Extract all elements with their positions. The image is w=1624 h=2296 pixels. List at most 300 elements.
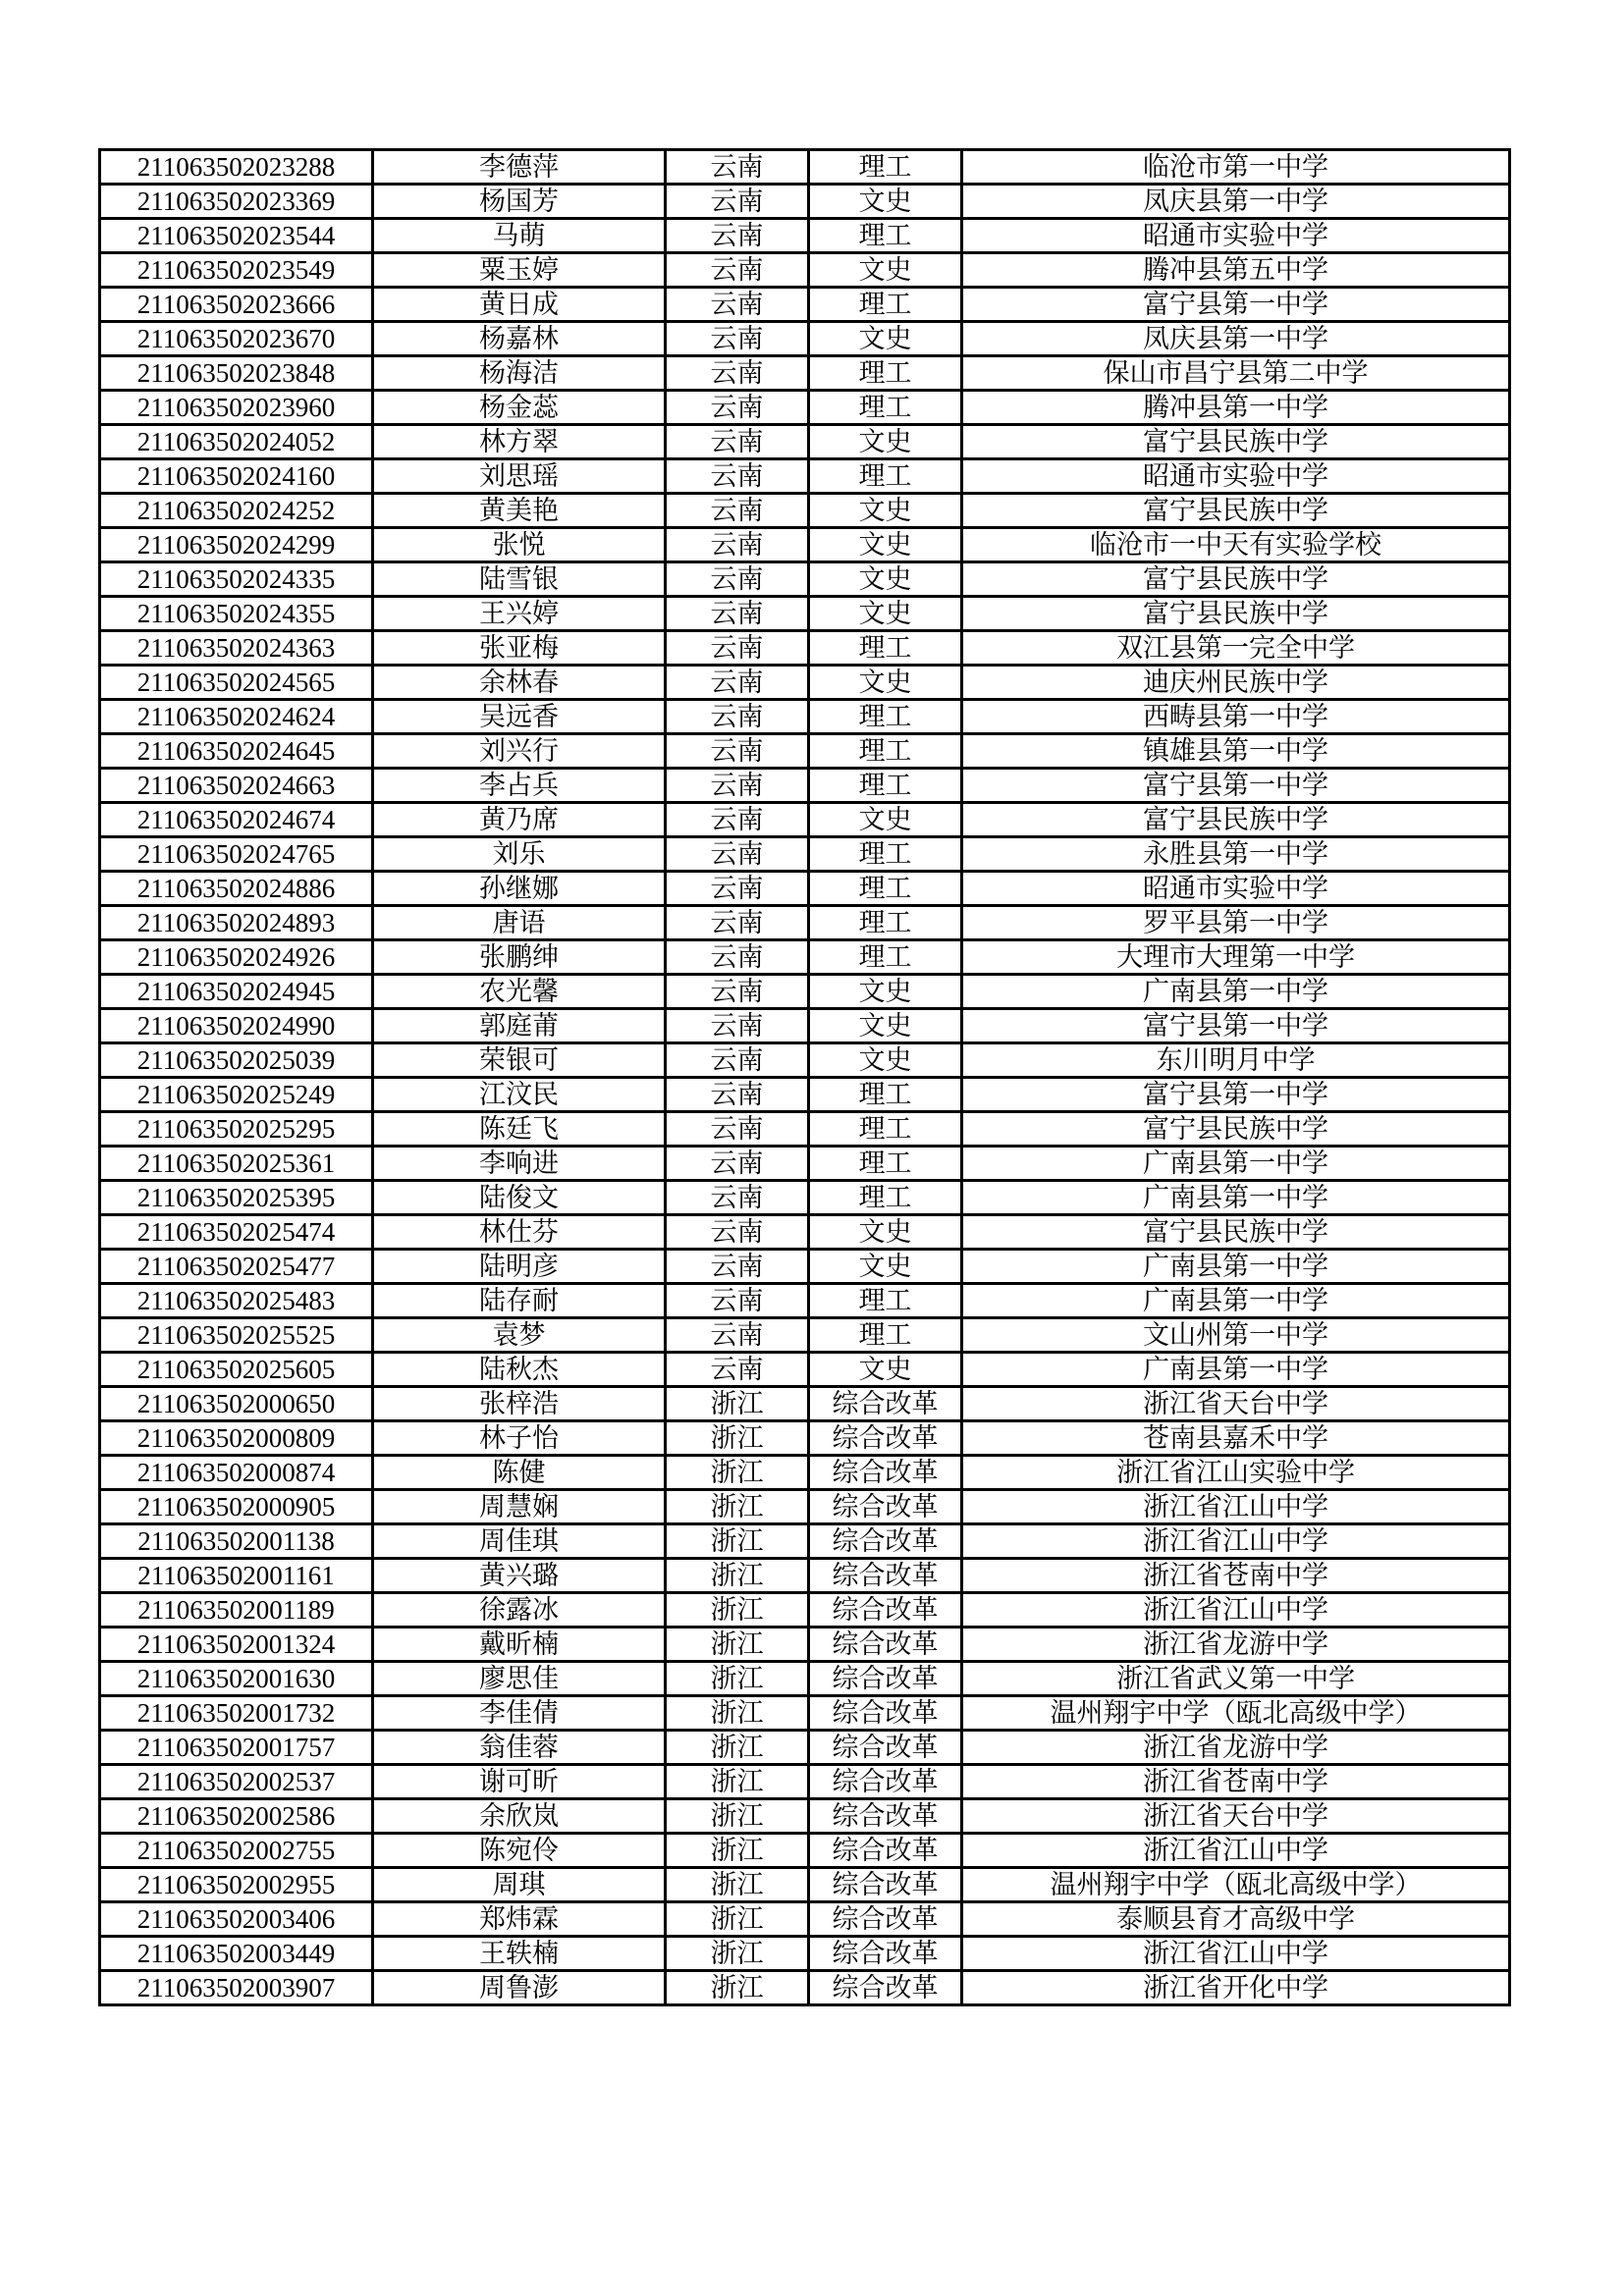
- school-cell: 双江县第一完全中学: [962, 631, 1510, 666]
- student-name-cell: 廖思佳: [373, 1662, 666, 1696]
- category-cell: 理工: [809, 150, 962, 185]
- student-name-cell: 刘兴行: [373, 734, 666, 769]
- province-cell: 云南: [666, 734, 809, 769]
- province-cell: 云南: [666, 975, 809, 1009]
- province-cell: 浙江: [666, 1628, 809, 1662]
- category-cell: 文史: [809, 528, 962, 562]
- student-name-cell: 粟玉婷: [373, 253, 666, 288]
- school-cell: 凤庆县第一中学: [962, 322, 1510, 356]
- student-name-cell: 杨国芳: [373, 185, 666, 219]
- student-name-cell: 李响进: [373, 1147, 666, 1181]
- school-cell: 广南县第一中学: [962, 1250, 1510, 1284]
- candidate-number-cell: 211063502000874: [100, 1456, 373, 1490]
- table-row: [100, 666, 1510, 700]
- table-row: [100, 1181, 1510, 1215]
- student-name-cell: 余欣岚: [373, 1799, 666, 1834]
- candidate-number-cell: 211063502025295: [100, 1112, 373, 1147]
- table-row: [100, 734, 1510, 769]
- school-cell: 大理市大理第一中学: [962, 940, 1510, 975]
- table-body: [100, 150, 1510, 2005]
- student-name-cell: 张亚梅: [373, 631, 666, 666]
- category-cell: 文史: [809, 803, 962, 837]
- province-cell: 云南: [666, 322, 809, 356]
- province-cell: 云南: [666, 700, 809, 734]
- province-cell: 浙江: [666, 1387, 809, 1421]
- candidate-number-cell: 211063502003907: [100, 1971, 373, 2005]
- student-name-cell: 荣银可: [373, 1043, 666, 1078]
- table-row: [100, 1559, 1510, 1593]
- province-cell: 云南: [666, 1078, 809, 1112]
- table-row: [100, 1353, 1510, 1387]
- province-cell: 云南: [666, 837, 809, 872]
- province-cell: 云南: [666, 1318, 809, 1353]
- student-name-cell: 杨金蕊: [373, 391, 666, 425]
- province-cell: 云南: [666, 219, 809, 253]
- table-row: [100, 288, 1510, 322]
- category-cell: 综合改革: [809, 1662, 962, 1696]
- student-name-cell: 徐露冰: [373, 1593, 666, 1628]
- category-cell: 综合改革: [809, 1593, 962, 1628]
- province-cell: 云南: [666, 872, 809, 906]
- category-cell: 综合改革: [809, 1559, 962, 1593]
- province-cell: 云南: [666, 528, 809, 562]
- province-cell: 云南: [666, 631, 809, 666]
- school-cell: 迪庆州民族中学: [962, 666, 1510, 700]
- table-row: [100, 1112, 1510, 1147]
- school-cell: 浙江省江山实验中学: [962, 1456, 1510, 1490]
- category-cell: 理工: [809, 219, 962, 253]
- candidate-number-cell: 211063502024565: [100, 666, 373, 700]
- candidate-number-cell: 211063502001138: [100, 1524, 373, 1559]
- student-name-cell: 翁佳蓉: [373, 1731, 666, 1765]
- category-cell: 文史: [809, 597, 962, 631]
- school-cell: 富宁县民族中学: [962, 425, 1510, 459]
- school-cell: 腾冲县第五中学: [962, 253, 1510, 288]
- table-row: [100, 1902, 1510, 1937]
- table-row: [100, 1593, 1510, 1628]
- category-cell: 理工: [809, 1112, 962, 1147]
- table-row: [100, 700, 1510, 734]
- category-cell: 文史: [809, 1043, 962, 1078]
- category-cell: 文史: [809, 562, 962, 597]
- student-name-cell: 孙继娜: [373, 872, 666, 906]
- student-name-cell: 王兴婷: [373, 597, 666, 631]
- candidate-number-cell: 211063502025249: [100, 1078, 373, 1112]
- category-cell: 综合改革: [809, 1490, 962, 1524]
- school-cell: 昭通市实验中学: [962, 459, 1510, 494]
- school-cell: 保山市昌宁县第二中学: [962, 356, 1510, 391]
- school-cell: 广南县第一中学: [962, 1284, 1510, 1318]
- candidate-number-cell: 211063502025525: [100, 1318, 373, 1353]
- student-name-cell: 张梓浩: [373, 1387, 666, 1421]
- province-cell: 浙江: [666, 1902, 809, 1937]
- province-cell: 云南: [666, 666, 809, 700]
- table-row: [100, 1387, 1510, 1421]
- table-row: [100, 1731, 1510, 1765]
- province-cell: 云南: [666, 1353, 809, 1387]
- province-cell: 云南: [666, 769, 809, 803]
- school-cell: 浙江省江山中学: [962, 1490, 1510, 1524]
- category-cell: 文史: [809, 253, 962, 288]
- student-name-cell: 黄乃席: [373, 803, 666, 837]
- student-name-cell: 陆俊文: [373, 1181, 666, 1215]
- student-name-cell: 陆存耐: [373, 1284, 666, 1318]
- province-cell: 浙江: [666, 1834, 809, 1868]
- category-cell: 理工: [809, 837, 962, 872]
- province-cell: 云南: [666, 940, 809, 975]
- candidate-number-cell: 211063502002586: [100, 1799, 373, 1834]
- student-name-cell: 周佳琪: [373, 1524, 666, 1559]
- student-name-cell: 郑炜霖: [373, 1902, 666, 1937]
- student-name-cell: 余林春: [373, 666, 666, 700]
- school-cell: 温州翔宇中学（瓯北高级中学）: [962, 1696, 1510, 1731]
- candidate-number-cell: 211063502003449: [100, 1937, 373, 1971]
- candidate-number-cell: 211063502003406: [100, 1902, 373, 1937]
- table-row: [100, 1250, 1510, 1284]
- school-cell: 富宁县民族中学: [962, 597, 1510, 631]
- province-cell: 云南: [666, 803, 809, 837]
- table-row: [100, 1147, 1510, 1181]
- category-cell: 文史: [809, 494, 962, 528]
- student-name-cell: 李占兵: [373, 769, 666, 803]
- candidate-number-cell: 211063502024893: [100, 906, 373, 940]
- table-row: [100, 494, 1510, 528]
- category-cell: 文史: [809, 1250, 962, 1284]
- school-cell: 富宁县民族中学: [962, 562, 1510, 597]
- student-name-cell: 刘乐: [373, 837, 666, 872]
- school-cell: 永胜县第一中学: [962, 837, 1510, 872]
- candidate-number-cell: 211063502024052: [100, 425, 373, 459]
- school-cell: 浙江省江山中学: [962, 1593, 1510, 1628]
- province-cell: 云南: [666, 391, 809, 425]
- province-cell: 云南: [666, 494, 809, 528]
- table-row: [100, 631, 1510, 666]
- student-name-cell: 马萌: [373, 219, 666, 253]
- candidate-number-cell: 211063502024252: [100, 494, 373, 528]
- candidate-number-cell: 211063502023288: [100, 150, 373, 185]
- table-row: [100, 597, 1510, 631]
- candidate-number-cell: 211063502025039: [100, 1043, 373, 1078]
- province-cell: 浙江: [666, 1971, 809, 2005]
- category-cell: 理工: [809, 906, 962, 940]
- candidate-number-cell: 211063502025474: [100, 1215, 373, 1250]
- student-name-cell: 江汶民: [373, 1078, 666, 1112]
- province-cell: 云南: [666, 1043, 809, 1078]
- table-row: [100, 1696, 1510, 1731]
- candidate-number-cell: 211063502001757: [100, 1731, 373, 1765]
- province-cell: 云南: [666, 253, 809, 288]
- student-name-cell: 林子怡: [373, 1421, 666, 1456]
- school-cell: 富宁县民族中学: [962, 803, 1510, 837]
- table-row: [100, 940, 1510, 975]
- table-row: [100, 1009, 1510, 1043]
- category-cell: 文史: [809, 1009, 962, 1043]
- school-cell: 浙江省江山中学: [962, 1937, 1510, 1971]
- student-name-cell: 李佳倩: [373, 1696, 666, 1731]
- province-cell: 浙江: [666, 1765, 809, 1799]
- table-row: [100, 219, 1510, 253]
- candidate-number-cell: 211063502023369: [100, 185, 373, 219]
- student-name-cell: 黄美艳: [373, 494, 666, 528]
- table-row: [100, 150, 1510, 185]
- school-cell: 富宁县民族中学: [962, 1112, 1510, 1147]
- category-cell: 综合改革: [809, 1421, 962, 1456]
- table-row: [100, 1043, 1510, 1078]
- table-row: [100, 528, 1510, 562]
- student-name-cell: 唐语: [373, 906, 666, 940]
- province-cell: 云南: [666, 425, 809, 459]
- candidate-number-cell: 211063502001324: [100, 1628, 373, 1662]
- candidate-number-cell: 211063502025395: [100, 1181, 373, 1215]
- school-cell: 东川明月中学: [962, 1043, 1510, 1078]
- student-name-cell: 黄日成: [373, 288, 666, 322]
- student-name-cell: 李德萍: [373, 150, 666, 185]
- province-cell: 浙江: [666, 1593, 809, 1628]
- table-row: [100, 1078, 1510, 1112]
- school-cell: 临沧市一中天有实验学校: [962, 528, 1510, 562]
- school-cell: 浙江省龙游中学: [962, 1628, 1510, 1662]
- candidate-number-cell: 211063502023960: [100, 391, 373, 425]
- category-cell: 理工: [809, 288, 962, 322]
- category-cell: 综合改革: [809, 1971, 962, 2005]
- school-cell: 腾冲县第一中学: [962, 391, 1510, 425]
- candidate-number-cell: 211063502025477: [100, 1250, 373, 1284]
- school-cell: 浙江省天台中学: [962, 1799, 1510, 1834]
- candidate-number-cell: 211063502024886: [100, 872, 373, 906]
- category-cell: 文史: [809, 425, 962, 459]
- province-cell: 浙江: [666, 1696, 809, 1731]
- category-cell: 理工: [809, 391, 962, 425]
- student-name-cell: 陈健: [373, 1456, 666, 1490]
- student-name-cell: 周鲁澎: [373, 1971, 666, 2005]
- table-row: [100, 1490, 1510, 1524]
- school-cell: 昭通市实验中学: [962, 872, 1510, 906]
- candidate-number-cell: 211063502023544: [100, 219, 373, 253]
- province-cell: 云南: [666, 1215, 809, 1250]
- category-cell: 综合改革: [809, 1731, 962, 1765]
- school-cell: 广南县第一中学: [962, 1147, 1510, 1181]
- category-cell: 理工: [809, 1284, 962, 1318]
- province-cell: 云南: [666, 288, 809, 322]
- candidate-number-cell: 211063502000809: [100, 1421, 373, 1456]
- province-cell: 浙江: [666, 1421, 809, 1456]
- school-cell: 富宁县第一中学: [962, 769, 1510, 803]
- school-cell: 浙江省苍南中学: [962, 1559, 1510, 1593]
- school-cell: 富宁县民族中学: [962, 1215, 1510, 1250]
- province-cell: 云南: [666, 356, 809, 391]
- student-name-cell: 林方翠: [373, 425, 666, 459]
- category-cell: 综合改革: [809, 1799, 962, 1834]
- province-cell: 云南: [666, 1250, 809, 1284]
- table-row: [100, 1628, 1510, 1662]
- table-row: [100, 1318, 1510, 1353]
- table-row: [100, 185, 1510, 219]
- school-cell: 苍南县嘉禾中学: [962, 1421, 1510, 1456]
- table-row: [100, 1937, 1510, 1971]
- candidate-number-cell: 211063502024335: [100, 562, 373, 597]
- school-cell: 浙江省开化中学: [962, 1971, 1510, 2005]
- student-name-cell: 王轶楠: [373, 1937, 666, 1971]
- school-cell: 广南县第一中学: [962, 1181, 1510, 1215]
- student-name-cell: 袁梦: [373, 1318, 666, 1353]
- province-cell: 云南: [666, 1112, 809, 1147]
- category-cell: 理工: [809, 1181, 962, 1215]
- table-row: [100, 1456, 1510, 1490]
- province-cell: 浙江: [666, 1490, 809, 1524]
- student-name-cell: 吴远香: [373, 700, 666, 734]
- category-cell: 综合改革: [809, 1834, 962, 1868]
- category-cell: 理工: [809, 700, 962, 734]
- candidate-number-cell: 211063502000650: [100, 1387, 373, 1421]
- school-cell: 富宁县第一中学: [962, 1009, 1510, 1043]
- category-cell: 理工: [809, 1318, 962, 1353]
- province-cell: 浙江: [666, 1731, 809, 1765]
- school-cell: 临沧市第一中学: [962, 150, 1510, 185]
- student-name-cell: 谢可昕: [373, 1765, 666, 1799]
- student-name-cell: 杨嘉林: [373, 322, 666, 356]
- table-row: [100, 837, 1510, 872]
- student-name-cell: 张鹏绅: [373, 940, 666, 975]
- candidate-number-cell: 211063502024355: [100, 597, 373, 631]
- school-cell: 西畴县第一中学: [962, 700, 1510, 734]
- table-row: [100, 562, 1510, 597]
- table-row: [100, 391, 1510, 425]
- student-name-cell: 周琪: [373, 1868, 666, 1902]
- admission-list-table: [98, 148, 1511, 2006]
- candidate-number-cell: 211063502023670: [100, 322, 373, 356]
- province-cell: 云南: [666, 906, 809, 940]
- student-name-cell: 杨海洁: [373, 356, 666, 391]
- category-cell: 理工: [809, 872, 962, 906]
- table-row: [100, 459, 1510, 494]
- category-cell: 文史: [809, 322, 962, 356]
- candidate-number-cell: 211063502025483: [100, 1284, 373, 1318]
- candidate-number-cell: 211063502002755: [100, 1834, 373, 1868]
- table-row: [100, 253, 1510, 288]
- student-name-cell: 陈宛伶: [373, 1834, 666, 1868]
- category-cell: 文史: [809, 1215, 962, 1250]
- student-name-cell: 陈廷飞: [373, 1112, 666, 1147]
- student-name-cell: 郭庭莆: [373, 1009, 666, 1043]
- category-cell: 理工: [809, 356, 962, 391]
- candidate-number-cell: 211063502024674: [100, 803, 373, 837]
- table-row: [100, 906, 1510, 940]
- table-row: [100, 1284, 1510, 1318]
- candidate-number-cell: 211063502024624: [100, 700, 373, 734]
- table-row: [100, 322, 1510, 356]
- candidate-number-cell: 211063502024160: [100, 459, 373, 494]
- school-cell: 浙江省龙游中学: [962, 1731, 1510, 1765]
- category-cell: 综合改革: [809, 1937, 962, 1971]
- candidate-number-cell: 211063502024645: [100, 734, 373, 769]
- table-row: [100, 975, 1510, 1009]
- category-cell: 理工: [809, 769, 962, 803]
- candidate-number-cell: 211063502024663: [100, 769, 373, 803]
- category-cell: 文史: [809, 666, 962, 700]
- school-cell: 广南县第一中学: [962, 1353, 1510, 1387]
- candidate-number-cell: 211063502024765: [100, 837, 373, 872]
- category-cell: 理工: [809, 940, 962, 975]
- table-row: [100, 1765, 1510, 1799]
- province-cell: 云南: [666, 562, 809, 597]
- candidate-number-cell: 211063502002537: [100, 1765, 373, 1799]
- table-row: [100, 425, 1510, 459]
- category-cell: 综合改革: [809, 1628, 962, 1662]
- school-cell: 广南县第一中学: [962, 975, 1510, 1009]
- table-row: [100, 1868, 1510, 1902]
- candidate-number-cell: 211063502001732: [100, 1696, 373, 1731]
- province-cell: 云南: [666, 1009, 809, 1043]
- student-name-cell: 黄兴璐: [373, 1559, 666, 1593]
- candidate-number-cell: 211063502001161: [100, 1559, 373, 1593]
- category-cell: 文史: [809, 1353, 962, 1387]
- school-cell: 温州翔宇中学（瓯北高级中学）: [962, 1868, 1510, 1902]
- province-cell: 浙江: [666, 1559, 809, 1593]
- candidate-number-cell: 211063502024926: [100, 940, 373, 975]
- student-name-cell: 刘思瑶: [373, 459, 666, 494]
- candidate-number-cell: 211063502024299: [100, 528, 373, 562]
- candidate-number-cell: 211063502023666: [100, 288, 373, 322]
- student-name-cell: 戴昕楠: [373, 1628, 666, 1662]
- student-name-cell: 陆秋杰: [373, 1353, 666, 1387]
- province-cell: 云南: [666, 1181, 809, 1215]
- province-cell: 云南: [666, 597, 809, 631]
- table-row: [100, 1215, 1510, 1250]
- candidate-number-cell: 211063502001630: [100, 1662, 373, 1696]
- province-cell: 浙江: [666, 1524, 809, 1559]
- table-row: [100, 1971, 1510, 2005]
- category-cell: 综合改革: [809, 1696, 962, 1731]
- category-cell: 理工: [809, 459, 962, 494]
- category-cell: 综合改革: [809, 1868, 962, 1902]
- province-cell: 云南: [666, 1147, 809, 1181]
- table-row: [100, 803, 1510, 837]
- table-row: [100, 769, 1510, 803]
- table-row: [100, 1421, 1510, 1456]
- school-cell: 富宁县民族中学: [962, 494, 1510, 528]
- school-cell: 镇雄县第一中学: [962, 734, 1510, 769]
- candidate-number-cell: 211063502023549: [100, 253, 373, 288]
- province-cell: 云南: [666, 459, 809, 494]
- province-cell: 浙江: [666, 1868, 809, 1902]
- school-cell: 浙江省江山中学: [962, 1834, 1510, 1868]
- candidate-number-cell: 211063502002955: [100, 1868, 373, 1902]
- student-name-cell: 林仕芬: [373, 1215, 666, 1250]
- table-row: [100, 1799, 1510, 1834]
- category-cell: 综合改革: [809, 1387, 962, 1421]
- province-cell: 浙江: [666, 1937, 809, 1971]
- province-cell: 云南: [666, 1284, 809, 1318]
- candidate-number-cell: 211063502023848: [100, 356, 373, 391]
- student-name-cell: 张悦: [373, 528, 666, 562]
- student-name-cell: 陆明彦: [373, 1250, 666, 1284]
- student-name-cell: 农光馨: [373, 975, 666, 1009]
- school-cell: 泰顺县育才高级中学: [962, 1902, 1510, 1937]
- category-cell: 综合改革: [809, 1765, 962, 1799]
- table-row: [100, 872, 1510, 906]
- school-cell: 富宁县第一中学: [962, 1078, 1510, 1112]
- province-cell: 云南: [666, 150, 809, 185]
- province-cell: 云南: [666, 185, 809, 219]
- category-cell: 理工: [809, 734, 962, 769]
- category-cell: 理工: [809, 1078, 962, 1112]
- table-row: [100, 1662, 1510, 1696]
- school-cell: 凤庆县第一中学: [962, 185, 1510, 219]
- candidate-number-cell: 211063502001189: [100, 1593, 373, 1628]
- category-cell: 综合改革: [809, 1524, 962, 1559]
- school-cell: 富宁县第一中学: [962, 288, 1510, 322]
- candidate-number-cell: 211063502000905: [100, 1490, 373, 1524]
